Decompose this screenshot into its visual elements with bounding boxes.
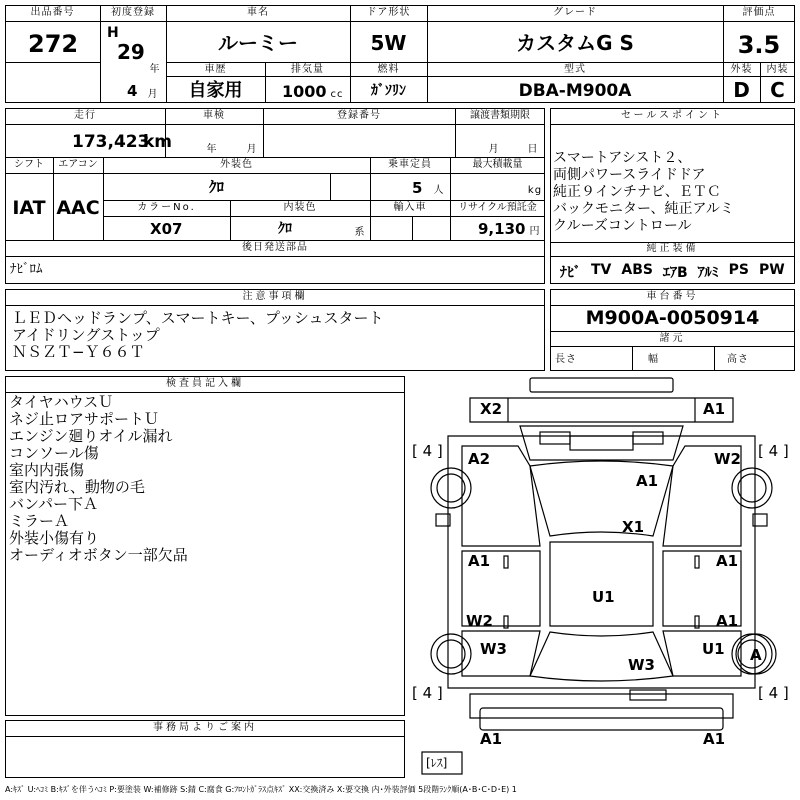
notes-label: 注意事項欄 [242,291,308,302]
damage-mark: A1 [703,400,726,418]
inspection-month-unit: 月 [246,144,258,155]
fuel: ｶﾞｿﾘﾝ [371,83,406,99]
damage-mark: W2 [466,612,493,630]
grade: カスタムG S [516,31,634,55]
damage-mark: U1 [702,640,725,658]
inspector-line: タイヤハウスＵ [9,393,114,411]
notes-line: アイドリングストップ [12,326,160,344]
reg-month: 4 [127,82,138,100]
damage-mark: X1 [622,518,645,536]
inspector-line: 室内汚れ、動物の毛 [9,478,145,496]
ext-color-label: 外装色 [220,159,253,170]
mileage-label: 走行 [74,110,96,121]
max-load-label: 最大積載量 [472,159,523,170]
recycle-unit: 円 [529,226,541,237]
inspector-line: ネジ止ロアサポートＵ [9,410,160,428]
sales-line: 両側パワースライドドア [553,167,706,183]
damage-mark: A1 [703,730,726,748]
damage-mark: A1 [468,552,491,570]
model-label: 型式 [564,64,586,75]
car-name-label: 車名 [247,7,269,18]
sales-line: クルーズコントロール [553,218,692,234]
displacement-unit: cc [330,89,344,100]
transfer-month-unit: 月 [488,144,500,155]
damage-mark: A1 [716,612,739,630]
history: 自家用 [188,80,243,101]
equip-item: PS [728,262,749,278]
import-label: 輸入車 [393,202,427,213]
model: DBA-M900A [518,81,632,101]
month-unit: 月 [147,89,159,100]
width-label: 幅 [648,354,659,365]
sales-line: バックモニター、純正アルミ [553,201,734,217]
displacement: 1000 [282,82,327,101]
tire-front-left: [ 4 ] [412,442,443,460]
capacity-unit: 人 [433,185,445,196]
door-type: 5W [370,31,407,55]
shift-label: シフト [14,159,44,170]
equip-item: ｴｱB [662,265,688,281]
ac: AAC [56,197,100,219]
color-no: X07 [150,220,183,238]
sales-point-lines [553,150,793,235]
shift: IAT [12,197,46,219]
dims-label: 諸元 [659,333,686,344]
lot-no-label: 出品番号 [30,7,75,18]
displacement-label: 排気量 [291,64,324,75]
exterior-label: 外装 [730,64,753,75]
recycle: 9,130 [478,220,526,238]
equipment-label: 純正装備 [646,243,699,254]
capacity: 5 [412,179,423,197]
equip-item: ABS [621,262,653,278]
grade-label: グレード [553,7,597,18]
car-outline [408,376,795,776]
equip-item: ｱﾙﾐ [697,265,719,281]
sales-line: スマートアシスト２、 [553,150,692,166]
int-color: ｸﾛ [278,221,292,237]
tire-rear-left: [ 4 ] [412,684,443,702]
transfer-label: 譲渡書類期限 [470,110,530,121]
damage-mark: A2 [468,450,491,468]
recycle-label: リサイクル預託金 [458,202,537,213]
damage-mark: A1 [480,730,503,748]
reg-year: 29 [117,40,145,64]
ac-label: エアコン [58,159,98,170]
later-parts: ﾅﾋﾞﾛﾑ [10,262,43,277]
length-label: 長さ [555,354,577,365]
inspector-line: 外装小傷有り [9,529,100,547]
int-color-label: 内装色 [283,202,317,213]
first-reg-label: 初度登録 [111,7,155,18]
equipment-list [560,262,785,282]
max-load-unit: kg [527,185,543,196]
later-parts-label: 後日発送部品 [242,242,308,253]
inspection-label: 車検 [203,110,225,121]
chassis-number: M900A-0050914 [585,307,760,329]
color-no-label: カラーNo. [137,202,196,213]
damage-mark: W3 [628,656,655,674]
capacity-label: 乗車定員 [388,159,432,170]
notes-line: ＮＳＺＴ−Ｙ６６Ｔ [12,343,145,361]
sales-point-label: セールスポイント [620,110,725,121]
inspector-line: 室内内張傷 [9,461,85,479]
height-label: 高さ [727,354,749,365]
inspector-line: エンジン廻りオイル漏れ [9,427,173,445]
score: 3.5 [737,31,781,59]
reg-no-label: 登録番号 [337,110,381,121]
inspector-line: ミラーＡ [9,512,70,530]
equip-item: TV [591,262,612,278]
rest-tag: [ﾚｽ] [426,756,448,770]
damage-mark: W2 [714,450,741,468]
interior-label: 内装 [766,64,789,75]
interior-score: C [770,78,785,102]
notes-lines [12,310,384,361]
notes-line: ＬＥＤヘッドランプ、スマートキー、プッシュスタート [12,309,384,327]
damage-mark: A1 [716,552,739,570]
damage-mark: W3 [480,640,507,658]
tire-front-right: [ 4 ] [758,442,789,460]
damage-mark: X2 [480,400,503,418]
year-unit: 年 [149,64,161,75]
int-color-unit: 系 [354,227,366,238]
lot-no: 272 [28,30,79,58]
equip-item: ﾅﾋﾞ [560,265,581,281]
door-label: ドア形状 [366,7,411,18]
transfer-day-unit: 日 [527,144,539,155]
inspector-line: バンパー下Ａ [9,495,98,513]
ext-color: ｸﾛ [208,178,224,196]
inspector-line: オーディオボタン一部欠品 [9,546,188,564]
fuel-label: 燃料 [377,64,400,75]
damage-mark: A [750,646,762,664]
inspector-label: 検査員記入欄 [166,378,244,389]
mileage: 173,423 [72,132,150,152]
equip-item: PW [759,262,785,278]
inspection-year-unit: 年 [206,144,218,155]
inspector-lines [9,394,188,564]
mileage-unit: km [143,132,173,152]
damage-mark: U1 [592,588,615,606]
exterior-score: D [733,78,750,102]
chassis-label: 車台番号 [646,291,699,302]
inspector-line: コンソール傷 [9,444,99,462]
sales-line: 純正９インチナビ、ＥＴＣ [553,184,721,200]
car-name: ルーミー [218,31,298,55]
damage-mark: A1 [636,472,659,490]
era: H [107,25,119,41]
legend: A:ｷｽﾞ U:ﾍｺﾐ B:ｷｽﾞを伴うﾍｺﾐ P:要塗装 W:補修跡 S:錆 C:腐食 G:ﾌﾛﾝﾄｶﾞﾗｽ点ｷｽﾞ XX:交換済み X:要交換 内･外装評価 5段階ﾗﾝｸ順(A･B･C･D･E) 1 [5,785,517,794]
history-label: 車歴 [204,64,227,75]
car-diagram [408,376,795,776]
score-label: 評価点 [742,7,776,18]
office-label: 事務局よりご案内 [153,722,257,733]
tire-rear-right: [ 4 ] [758,684,789,702]
